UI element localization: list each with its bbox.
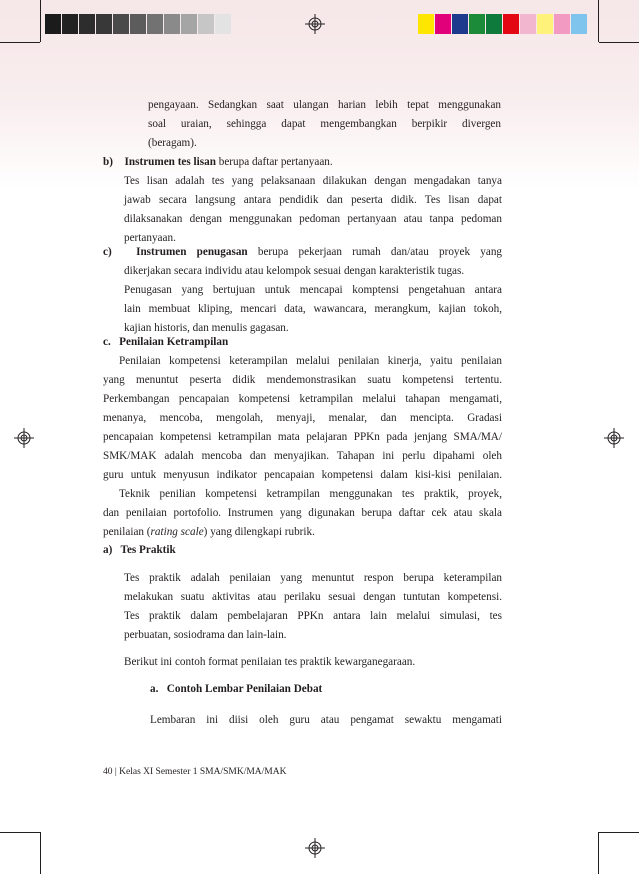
crop-mark (40, 832, 41, 874)
paragraph-line: perbuatan, sosiodrama dan lain-lain. (124, 629, 287, 641)
color-swatch (503, 14, 519, 34)
text-line: dikerjakan secara individu atau kelompok sesuai dengan karakteristik tugas. (124, 265, 465, 277)
crop-mark (0, 42, 40, 43)
crop-mark (599, 42, 639, 43)
paragraph-line: SMK/MAK adalah mencoba dan menyajikan. Tahapan ini perlu dipahami oleh (103, 450, 502, 462)
text-line: jawab secara langsung antara pendidik dan peserta didik. Tes lisan dapat (124, 194, 502, 206)
gray-swatch (164, 14, 180, 34)
color-swatch (537, 14, 553, 34)
gray-swatch (79, 14, 95, 34)
color-swatch (435, 14, 451, 34)
crop-mark (40, 0, 41, 42)
gray-swatch (181, 14, 197, 34)
text-line: (beragam). (148, 137, 197, 149)
gray-color-bar (45, 14, 232, 34)
crop-mark (598, 0, 599, 42)
paragraph-line (103, 523, 315, 542)
text-line: dilaksanakan dengan menggunakan pedoman pertanyaan atau tanpa pedoman (124, 213, 502, 225)
list-item-title: Instrumen tes lisan (124, 156, 216, 168)
color-swatch (452, 14, 468, 34)
paragraph-line: guru untuk menyusun indikator pencapaian kompetensi dalam kisi-kisi penilaian. (103, 469, 502, 481)
crop-mark (599, 832, 639, 833)
paragraph-line: pencapaian kompetensi ketrampilan mata pelajaran PPKn pada jenjang SMA/MA/ (103, 431, 502, 443)
paragraph-line: Tes praktik dalam pembelajaran PPKn antara lain melalui simulasi, tes (124, 610, 502, 622)
paragraph-line: Lembaran ini diisi oleh guru atau pengamat sewaktu mengamati (150, 714, 502, 726)
color-swatch (554, 14, 570, 34)
gray-swatch (96, 14, 112, 34)
text-line: soal uraian, sehingga dapat mengembangkan berpikir divergen (148, 118, 501, 130)
gray-swatch (147, 14, 163, 34)
color-swatch (469, 14, 485, 34)
list-item-b (103, 153, 333, 172)
text-line: Tes lisan adalah tes yang pelaksanaan dilakukan dengan mengadakan tanya (124, 175, 502, 187)
registration-mark-icon (305, 838, 325, 858)
list-item-text: berupa daftar pertanyaan. (215, 156, 333, 168)
process-color-bar (418, 14, 588, 34)
paragraph-text: penilaian ( (103, 526, 151, 538)
gray-swatch (215, 14, 231, 34)
registration-mark-icon (604, 428, 624, 448)
paragraph-line: Perkembangan pencapaian kompetensi ketrampilan melalui tahapan mengamati, (103, 393, 502, 405)
crop-mark (598, 832, 599, 874)
registration-mark-icon (305, 14, 325, 34)
color-swatch (520, 14, 536, 34)
subsection-heading: a. Contoh Lembar Penilaian Debat (150, 683, 323, 695)
section-heading: c. Penilaian Ketrampilan (103, 336, 229, 348)
list-marker: c) (103, 246, 112, 258)
text-line: pengayaan. Sedangkan saat ulangan harian lebih tepat menggunakan (148, 99, 501, 111)
italic-term: rating scale (150, 526, 204, 538)
text-line: pertanyaan. (124, 232, 176, 244)
gray-swatch (130, 14, 146, 34)
registration-mark-icon (14, 428, 34, 448)
paragraph-line: menanya, mencoba, mengolah, menyaji, menalar, dan mencipta. Gradasi (103, 412, 502, 424)
text-line: Penugasan yang bertujuan untuk mencapai komptensi pengetahuan antara (124, 284, 502, 296)
gray-swatch (45, 14, 61, 34)
gray-swatch (113, 14, 129, 34)
gray-swatch (62, 14, 78, 34)
color-swatch (571, 14, 587, 34)
color-swatch (486, 14, 502, 34)
paragraph-line: Teknik penilian kompetensi ketrampilan menggunakan tes praktik, proyek, (119, 488, 502, 500)
paragraph-line: melakukan suatu aktivitas atau perilaku sesuai dengan tuntutan kompetensi. (124, 591, 502, 603)
text-line: lain membuat kliping, mencari data, wawancara, merangkum, kajian tokoh, (124, 303, 502, 315)
paragraph-line: yang menuntut peserta didik mendemonstrasikan suatu kompetensi tertentu. (103, 374, 502, 386)
text-line: kajian historis, dan menulis gagasan. (124, 322, 289, 334)
paragraph-text: ) yang dilengkapi rubrik. (203, 526, 315, 538)
gray-swatch (198, 14, 214, 34)
paragraph-line: Berikut ini contoh format penilaian tes praktik kewarganegaraan. (124, 656, 416, 668)
list-item-text: berupa pekerjaan rumah dan/atau proyek yang (247, 246, 503, 258)
color-swatch (418, 14, 434, 34)
page-footer: 40 | Kelas XI Semester 1 SMA/SMK/MA/MAK (103, 767, 287, 777)
paragraph-line: Tes praktik adalah penilaian yang menuntut respon berupa keterampilan (124, 572, 502, 584)
paragraph-line: dan penilaian portofolio. Instrumen yang digunakan berupa daftar cek atau skala (103, 507, 502, 519)
list-item-title: Instrumen penugasan (136, 246, 248, 258)
crop-mark (0, 832, 40, 833)
subsection-heading: a) Tes Praktik (103, 544, 176, 556)
paragraph-line: Penilaian kompetensi keterampilan melalui penilaian kinerja, yaitu penilaian (119, 355, 502, 367)
list-marker: b) (103, 156, 113, 168)
list-item-c (103, 243, 502, 262)
